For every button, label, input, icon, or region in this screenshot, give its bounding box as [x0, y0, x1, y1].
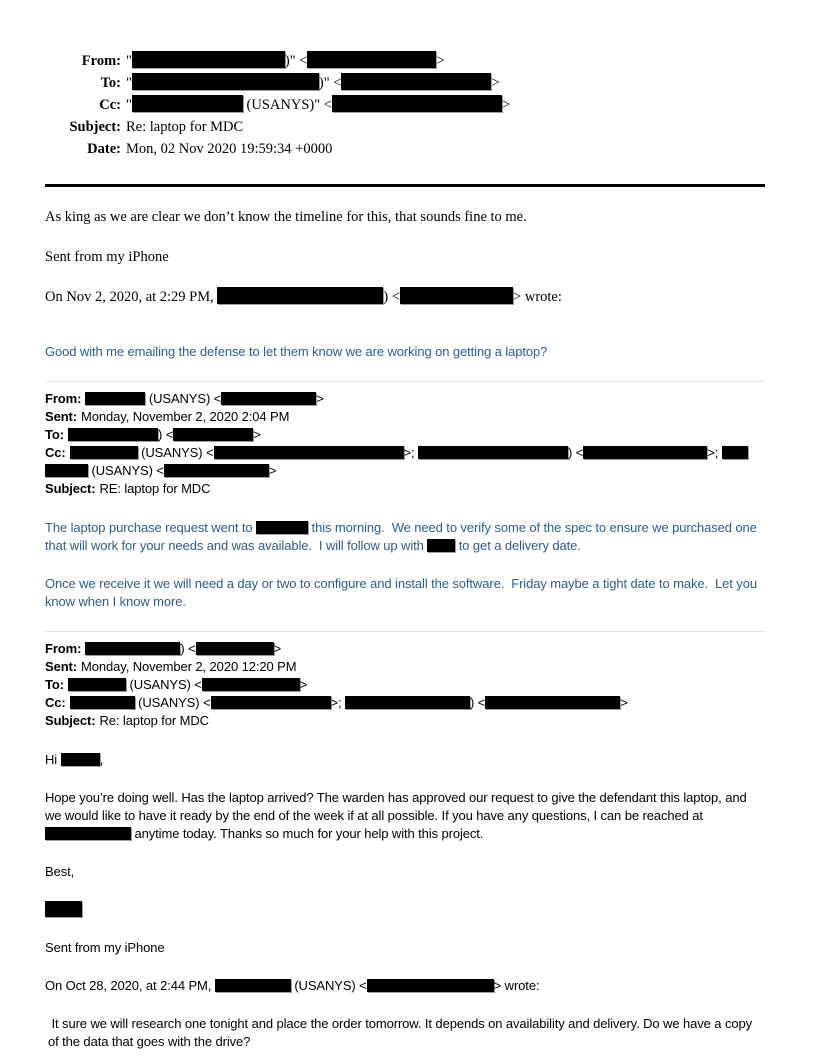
signature-redaction-line	[45, 901, 765, 919]
header-to-row	[45, 72, 765, 94]
redaction-bar	[341, 73, 491, 90]
q2-sent-value: Monday, November 2, 2020 12:20 PM	[81, 659, 297, 674]
quoted-thread	[45, 343, 765, 1051]
redaction-bar	[61, 753, 100, 766]
redaction-bar	[45, 464, 88, 477]
redaction-bar	[307, 51, 436, 68]
q2-subject-value: Re: laptop for MDC	[99, 713, 209, 728]
redaction-bar	[68, 428, 158, 441]
q1-subject-label: Subject:	[45, 481, 96, 496]
q1-from-row	[45, 390, 765, 408]
redaction-bar	[132, 73, 319, 90]
redaction-bar	[132, 95, 243, 112]
thread-divider-1	[45, 381, 765, 382]
redaction-bar	[722, 446, 748, 459]
blue-paragraph-1: The laptop purchase request went to this morning. We need to verify some of the spec to ensure we purchased one that will work for your needs and was available. I will follow up with to get a delivery date.	[45, 520, 761, 553]
on-oct28-attribution-line: On Oct 28, 2020, at 2:44 PM, (USANYS) < > wrote:	[45, 978, 540, 993]
header-subject-row	[45, 116, 765, 138]
redaction-bar	[202, 678, 300, 691]
quoted-intro-question: Good with me emailing the defense to let them know we are working on getting a laptop?	[45, 344, 548, 359]
q2-to-label: To:	[45, 677, 64, 692]
redaction-bar	[221, 392, 316, 405]
q1-from-label: From:	[45, 391, 82, 406]
q2-sent-label: Sent:	[45, 659, 78, 674]
q1-subject-value: RE: laptop for MDC	[99, 481, 211, 496]
quoted-header-1	[45, 390, 765, 498]
redaction-bar	[70, 696, 135, 709]
q2-cc-label: Cc:	[45, 695, 66, 710]
redaction-bar	[256, 521, 308, 534]
q1-cc-label: Cc:	[45, 445, 66, 460]
redaction-bar	[214, 446, 404, 459]
q1-from-value: (USANYS) < >	[85, 391, 323, 406]
subject-value: Re: laptop for MDC	[126, 119, 244, 135]
q1-to-row	[45, 426, 765, 444]
redaction-bar	[132, 51, 285, 68]
closing-line: Best,	[45, 864, 75, 879]
q2-from-row	[45, 640, 765, 658]
redaction-bar	[345, 696, 470, 709]
subject-label: Subject:	[69, 119, 121, 135]
q1-sent-value: Monday, November 2, 2020 2:04 PM	[81, 409, 290, 424]
redaction-bar	[485, 696, 620, 709]
redaction-bar	[164, 464, 269, 477]
q1-to-value: ) < >	[68, 427, 261, 442]
redaction-bar	[211, 696, 331, 709]
cc-value: " (USANYS)" < >	[126, 97, 511, 113]
thread-divider-2	[45, 631, 765, 632]
message-paragraph: As king as we are clear we don’t know the timeline for this, that sounds fine to me.	[45, 209, 527, 225]
request-paragraph: Hope you’re doing well. Has the laptop arrived? The warden has approved our request to give the defendant this laptop, and we would like to have it ready by the end of the week if at all possible. If you have any questions, I can be reached at anytime today. Thanks so much for your help with this project.	[45, 790, 751, 841]
q1-sent-label: Sent:	[45, 409, 78, 424]
redaction-bar	[45, 901, 82, 917]
q2-from-label: From:	[45, 641, 82, 656]
from-label: From:	[81, 53, 121, 69]
redaction-bar	[70, 446, 138, 459]
redaction-bar	[400, 287, 513, 304]
redaction-bar	[418, 446, 568, 459]
to-label: To:	[100, 75, 121, 91]
q1-to-label: To:	[45, 427, 64, 442]
redaction-bar	[68, 678, 126, 691]
date-label: Date:	[87, 141, 121, 157]
redaction-bar	[427, 539, 455, 552]
header-divider-rule	[45, 184, 765, 187]
q2-subject-label: Subject:	[45, 713, 96, 728]
redaction-bar	[332, 95, 502, 112]
header-date-row	[45, 138, 765, 160]
q2-sent-row	[45, 658, 765, 676]
q1-sent-row	[45, 408, 765, 426]
redaction-bar	[45, 827, 131, 840]
header-from-row	[45, 50, 765, 72]
greeting-line: Hi ,	[45, 752, 104, 767]
redaction-bar	[85, 392, 145, 405]
quoted-header-2	[45, 640, 765, 730]
on-nov2-attribution-line: On Nov 2, 2020, at 2:29 PM, ) < > wrote:	[45, 289, 562, 305]
q2-cc-value: (USANYS) < >; ) < >	[70, 695, 628, 710]
q2-from-value: ) < >	[85, 641, 281, 656]
final-reply-paragraph: It sure we will research one tonight and place the order tomorrow. It depends on availability and delivery. Do we have a copy of the data that goes with the drive?	[48, 1016, 756, 1049]
redaction-bar	[583, 446, 707, 459]
message-body	[45, 207, 765, 307]
redaction-bar	[217, 287, 383, 304]
q2-to-value: (USANYS) < >	[68, 677, 307, 692]
q1-cc-row	[45, 444, 765, 480]
blue-paragraph-2: Once we receive it we will need a day or two to configure and install the software. Friday maybe a tight date to make. Let you know when I know more.	[45, 576, 761, 609]
q2-subject-row	[45, 712, 765, 730]
q1-cc-value: (USANYS) < >; ) < >; (USANYS) < >	[45, 445, 748, 478]
cc-label: Cc:	[99, 97, 121, 113]
redaction-bar	[367, 979, 494, 992]
redaction-bar	[196, 642, 274, 655]
date-value: Mon, 02 Nov 2020 19:59:34 +0000	[126, 141, 333, 157]
sent-from-iphone-line-2: Sent from my iPhone	[45, 940, 165, 955]
header-cc-row	[45, 94, 765, 116]
redaction-bar	[85, 642, 180, 655]
q2-to-row	[45, 676, 765, 694]
from-value: " )" < >	[126, 53, 445, 69]
q2-cc-row	[45, 694, 765, 712]
q1-subject-row	[45, 480, 765, 498]
redaction-bar	[173, 428, 253, 441]
redaction-bar	[215, 979, 291, 992]
sent-from-iphone-line: Sent from my iPhone	[45, 249, 169, 265]
mail-header	[45, 50, 765, 160]
to-value: " )" < >	[126, 75, 500, 91]
